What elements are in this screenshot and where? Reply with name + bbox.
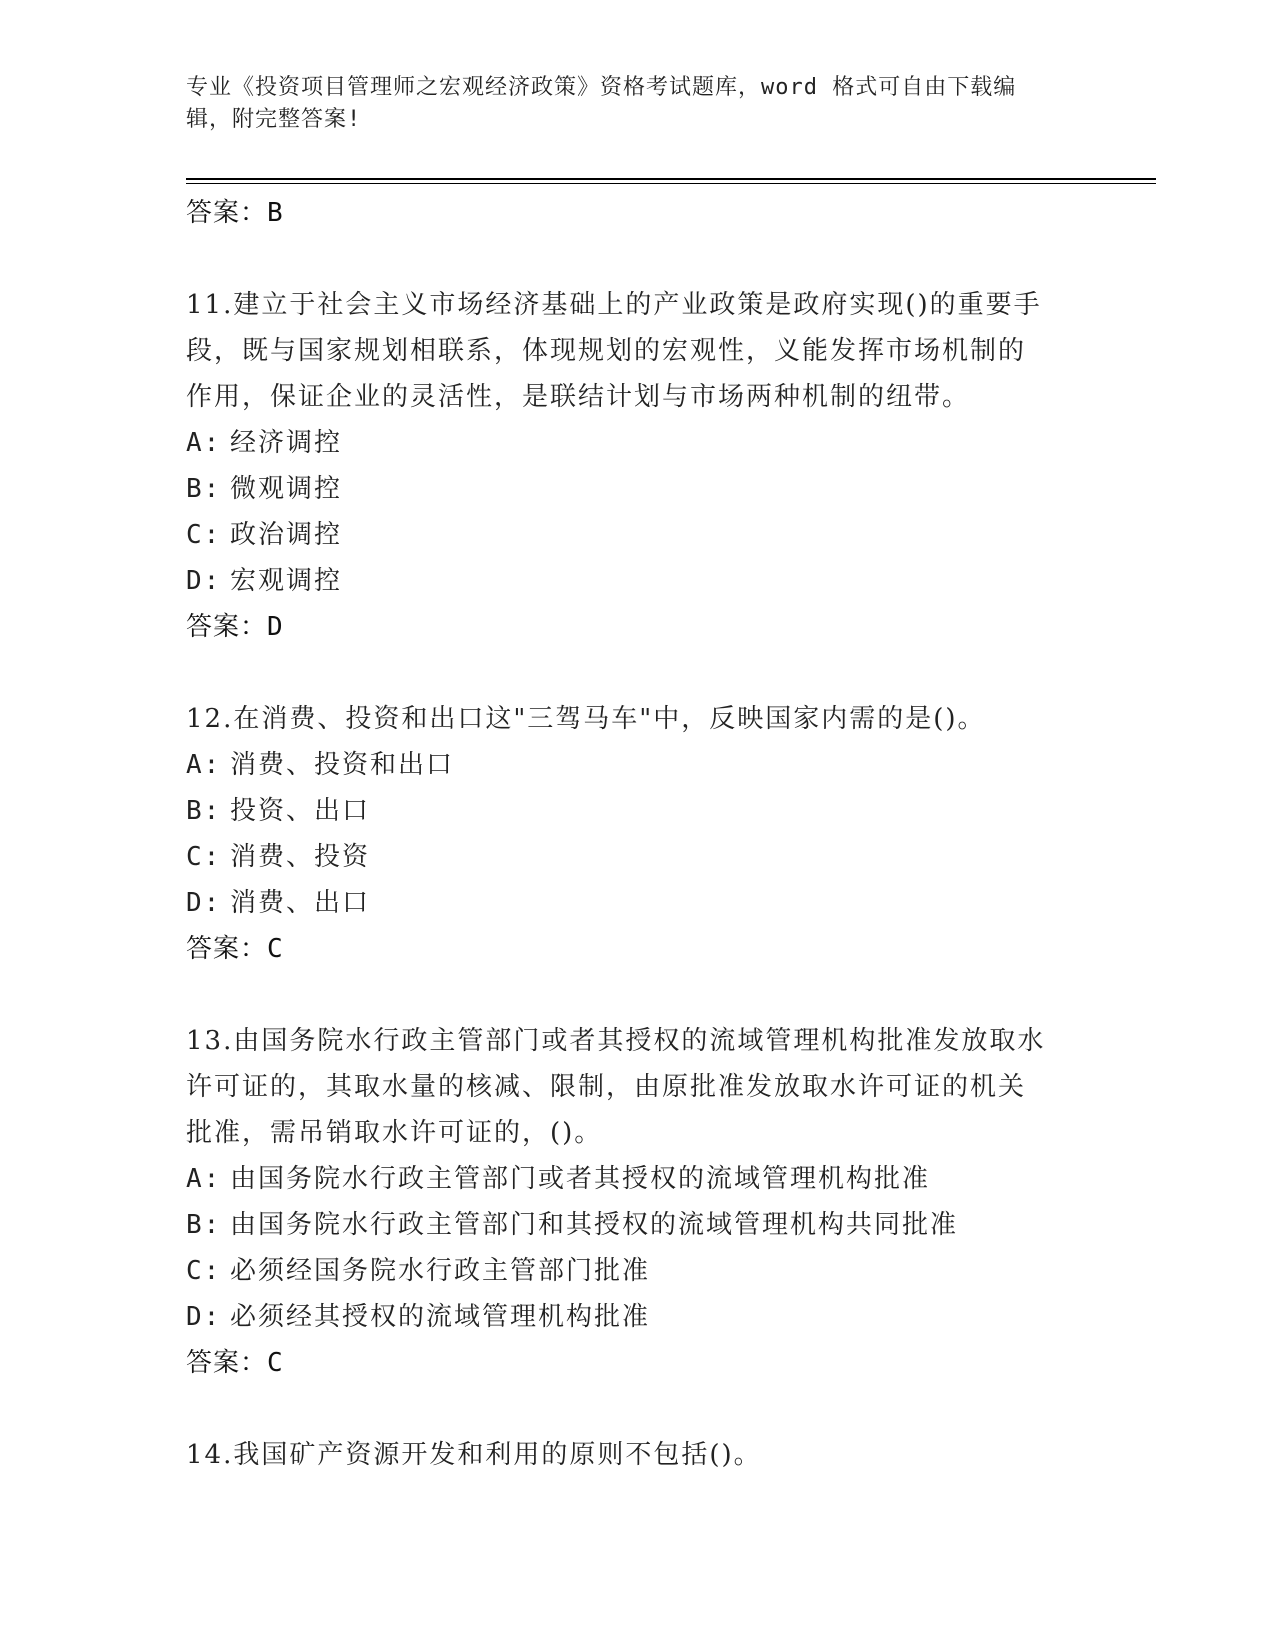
header-line-1: 专业《投资项目管理师之宏观经济政策》资格考试题库，word 格式可自由下载编 xyxy=(186,75,1017,100)
option-text: 由国务院水行政主管部门和其授权的流域管理机构共同批准 xyxy=(230,1210,959,1240)
option-text: 由国务院水行政主管部门或者其授权的流域管理机构批准 xyxy=(230,1164,931,1194)
option-c xyxy=(186,512,1156,558)
option-a xyxy=(186,1156,1156,1202)
option-text: 投资、出口 xyxy=(230,796,371,826)
answer-label: 答案： xyxy=(186,934,268,964)
question-stem xyxy=(186,282,1086,420)
option-text: 必须经国务院水行政主管部门批准 xyxy=(230,1256,651,1286)
option-text: 消费、投资和出口 xyxy=(230,750,455,780)
stem-line: 段，既与国家规划相联系，体现规划的宏观性，义能发挥市场机制的 xyxy=(186,336,1027,366)
option-key: B: xyxy=(186,1210,222,1240)
option-d xyxy=(186,880,1156,926)
option-text: 消费、投资 xyxy=(230,842,371,872)
option-text: 宏观调控 xyxy=(230,566,343,596)
answer-value: C xyxy=(267,1348,284,1378)
stem-line: 11.建立于社会主义市场经济基础上的产业政策是政府实现()的重要手 xyxy=(186,290,1042,320)
option-key: C: xyxy=(186,520,222,550)
option-key: A: xyxy=(186,750,222,780)
header-divider-thin xyxy=(186,183,1156,184)
question-13 xyxy=(186,1018,1156,1386)
option-text: 微观调控 xyxy=(230,474,343,504)
question-stem xyxy=(186,1018,1086,1156)
option-key: B: xyxy=(186,474,222,504)
stem-line: 13.由国务院水行政主管部门或者其授权的流域管理机构批准发放取水 xyxy=(186,1026,1046,1056)
option-key: A: xyxy=(186,1164,222,1194)
option-key: A: xyxy=(186,428,222,458)
option-key: D: xyxy=(186,888,222,918)
answer-value: B xyxy=(267,198,284,228)
answer-label: 答案： xyxy=(186,612,268,642)
answer-line xyxy=(186,1340,1156,1386)
option-a xyxy=(186,742,1156,788)
answer-label: 答案： xyxy=(186,198,268,228)
option-key: C: xyxy=(186,1256,222,1286)
question-12 xyxy=(186,696,1156,972)
option-text: 政治调控 xyxy=(230,520,343,550)
option-key: D: xyxy=(186,1302,222,1332)
option-c xyxy=(186,1248,1156,1294)
answer-value: C xyxy=(267,934,284,964)
option-b xyxy=(186,466,1156,512)
answer-label: 答案： xyxy=(186,1348,268,1378)
option-key: B: xyxy=(186,796,222,826)
header-line-2: 辑，附完整答案! xyxy=(186,107,362,132)
stem-line: 12.在消费、投资和出口这"三驾马车"中，反映国家内需的是()。 xyxy=(186,704,986,734)
document-header xyxy=(186,72,1066,136)
stem-line: 批准，需吊销取水许可证的，()。 xyxy=(186,1118,603,1148)
option-text: 必须经其授权的流域管理机构批准 xyxy=(230,1302,651,1332)
question-14 xyxy=(186,1432,1156,1478)
stem-line: 14.我国矿产资源开发和利用的原则不包括()。 xyxy=(186,1440,762,1470)
option-text: 经济调控 xyxy=(230,428,343,458)
question-11 xyxy=(186,282,1156,650)
option-text: 消费、出口 xyxy=(230,888,371,918)
answer-line xyxy=(186,190,1156,236)
stem-line: 许可证的，其取水量的核减、限制，由原批准发放取水许可证的机关 xyxy=(186,1072,1027,1102)
header-divider-thick xyxy=(186,178,1156,180)
stem-line: 作用，保证企业的灵活性，是联结计划与市场两种机制的纽带。 xyxy=(186,382,971,412)
option-d xyxy=(186,1294,1156,1340)
option-key: D: xyxy=(186,566,222,596)
answer-line xyxy=(186,926,1156,972)
option-key: C: xyxy=(186,842,222,872)
option-b xyxy=(186,1202,1156,1248)
option-b xyxy=(186,788,1156,834)
answer-line xyxy=(186,604,1156,650)
document-content xyxy=(186,190,1156,1478)
option-a xyxy=(186,420,1156,466)
option-c xyxy=(186,834,1156,880)
question-stem xyxy=(186,1432,1086,1478)
answer-value: D xyxy=(267,612,284,642)
option-d xyxy=(186,558,1156,604)
question-stem xyxy=(186,696,1086,742)
